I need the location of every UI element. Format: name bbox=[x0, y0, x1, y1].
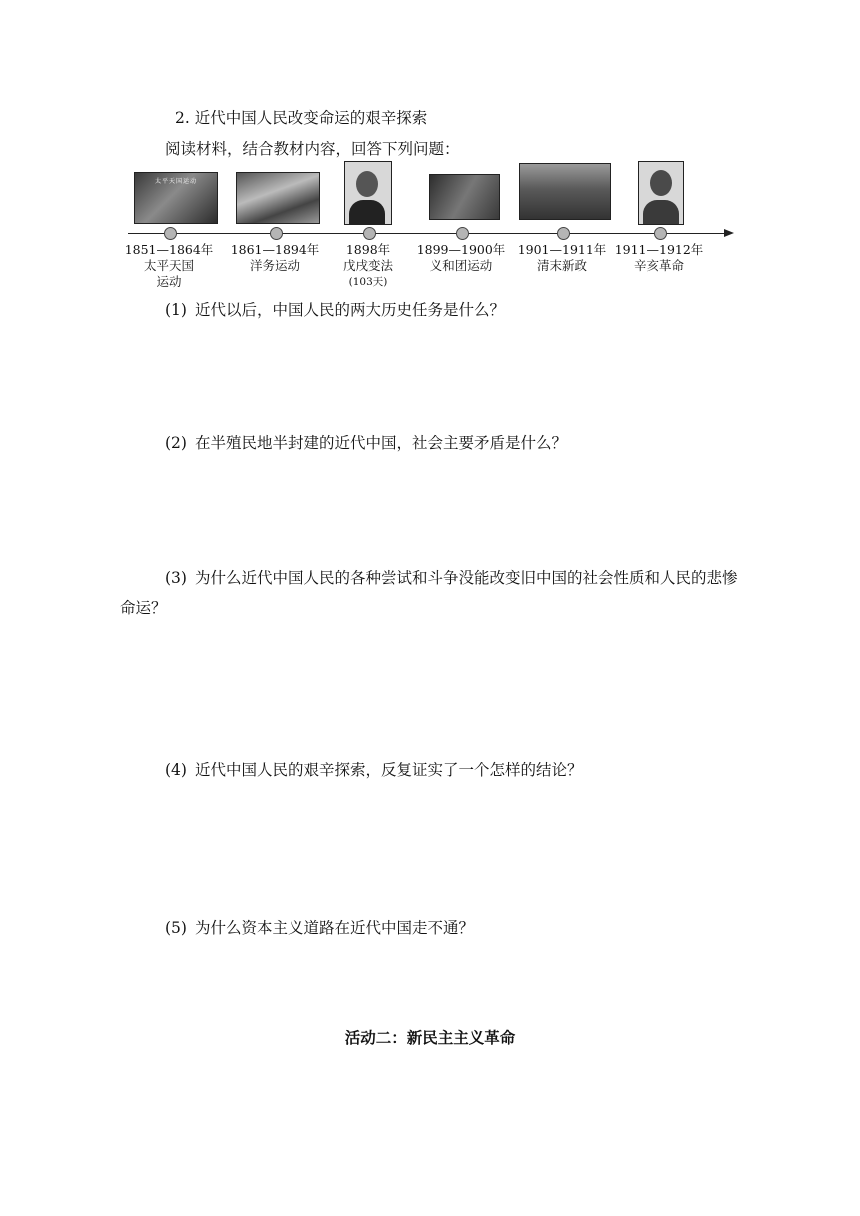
question-text: 为什么资本主义道路在近代中国走不通？ bbox=[194, 919, 474, 937]
event-name: 清末新政 bbox=[536, 258, 587, 273]
timeline-dot bbox=[456, 227, 469, 240]
question-1 bbox=[120, 295, 740, 325]
event-name-cont: 运动 bbox=[156, 274, 182, 289]
timeline-arrow-icon bbox=[724, 229, 734, 237]
activity-heading: 活动二：新民主主义革命 bbox=[344, 1029, 516, 1047]
timeline-axis bbox=[128, 233, 726, 234]
question-number: (4) bbox=[165, 761, 187, 779]
timeline-label bbox=[114, 242, 224, 290]
photo-caption: 太平天国运动 bbox=[154, 178, 197, 185]
question-text: 近代中国人民的艰辛探索，反复证实了一个怎样的结论？ bbox=[194, 761, 583, 779]
question-text: 在半殖民地半封建的近代中国，社会主要矛盾是什么？ bbox=[194, 434, 567, 452]
sun-yatsen-portrait-photo bbox=[638, 161, 684, 225]
new-army-group-photo bbox=[519, 163, 611, 220]
event-name: 辛亥革命 bbox=[633, 258, 684, 273]
event-years: 1901—1911年 bbox=[517, 242, 607, 257]
event-name: 义和团运动 bbox=[429, 258, 493, 273]
timeline-dot bbox=[654, 227, 667, 240]
question-3 bbox=[120, 563, 740, 623]
timeline-label bbox=[406, 242, 516, 274]
event-years: 1851—1864年 bbox=[124, 242, 214, 257]
instruction-text: 阅读材料，结合教材内容，回答下列问题： bbox=[165, 140, 460, 158]
question-number: (2) bbox=[165, 434, 187, 452]
event-name: 太平天国 bbox=[143, 258, 194, 273]
question-5 bbox=[120, 913, 740, 943]
event-years: 1899—1900年 bbox=[416, 242, 506, 257]
event-years: 1898年 bbox=[345, 242, 391, 257]
question-text: 为什么近代中国人民的各种尝试和斗争没能改变旧中国的社会性质和人民的悲惨命运？ bbox=[120, 569, 738, 617]
question-number: (1) bbox=[165, 301, 187, 319]
timeline-dot bbox=[363, 227, 376, 240]
reformer-portrait-photo bbox=[344, 161, 392, 225]
event-years: 1861—1894年 bbox=[230, 242, 320, 257]
timeline-dot bbox=[557, 227, 570, 240]
timeline-dot bbox=[164, 227, 177, 240]
timeline-dot bbox=[270, 227, 283, 240]
event-duration: (103天) bbox=[348, 276, 388, 288]
history-timeline bbox=[124, 158, 740, 290]
event-name: 戊戌变法 bbox=[342, 258, 393, 273]
timeline-label bbox=[507, 242, 617, 274]
question-2 bbox=[120, 428, 740, 458]
timeline-label bbox=[604, 242, 714, 274]
question-4 bbox=[120, 755, 740, 785]
question-number: (3) bbox=[165, 569, 187, 587]
event-years: 1911—1912年 bbox=[614, 242, 704, 257]
boxer-battle-photo bbox=[429, 174, 500, 220]
question-text: 近代以后，中国人民的两大历史任务是什么？ bbox=[194, 301, 505, 319]
event-name: 洋务运动 bbox=[249, 258, 300, 273]
factory-machinery-photo bbox=[236, 172, 320, 224]
question-number: (5) bbox=[165, 919, 187, 937]
taiping-battle-photo bbox=[134, 172, 218, 224]
section-title: 2. 近代中国人民改变命运的艰辛探索 bbox=[175, 109, 428, 127]
